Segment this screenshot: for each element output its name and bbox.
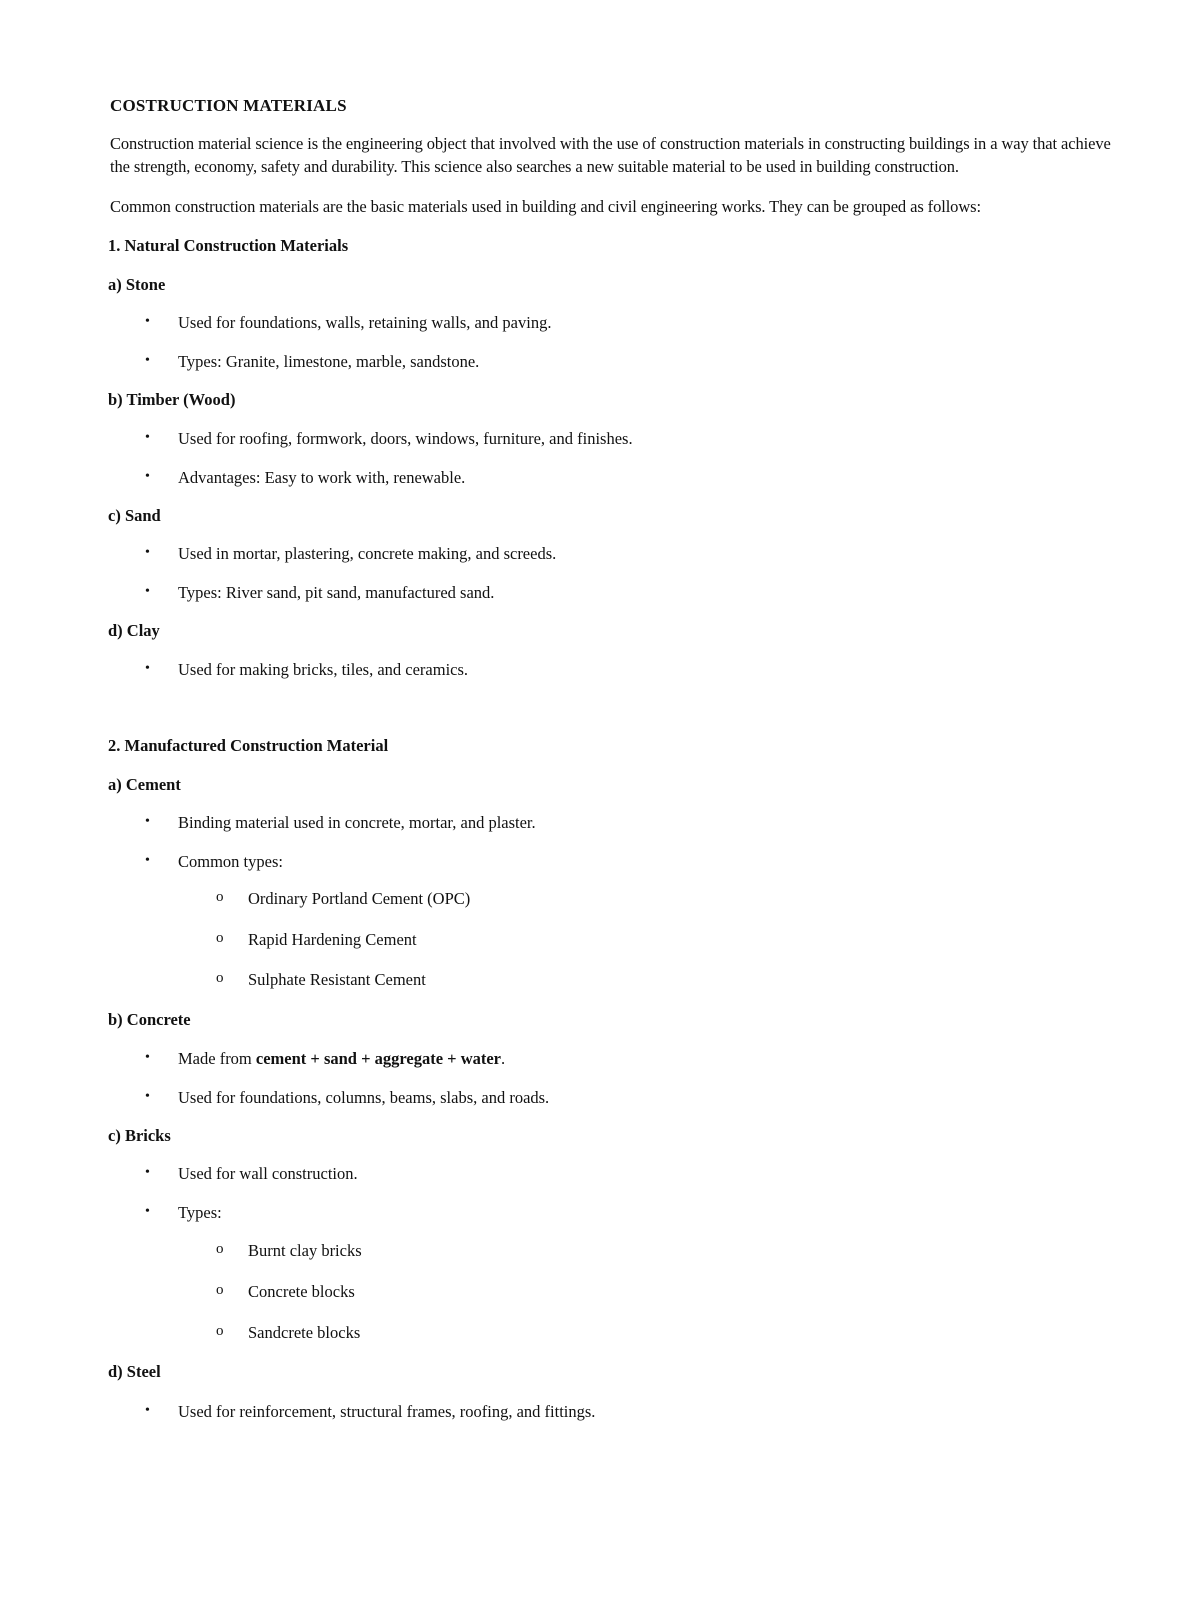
list-item: Used for foundations, walls, retaining walls, and paving. xyxy=(178,313,552,332)
bullet-icon: • xyxy=(145,314,150,329)
section-heading: 1. Natural Construction Materials xyxy=(108,236,349,255)
sub-bullet-icon: o xyxy=(216,1282,224,1298)
sub-bullet-icon: o xyxy=(216,1241,224,1257)
bullet-icon: • xyxy=(145,1050,150,1065)
sub-bullet-icon: o xyxy=(216,970,224,986)
list-item: Used for wall construction. xyxy=(178,1164,358,1183)
list-item: Used in mortar, plastering, concrete making, and screeds. xyxy=(178,544,557,563)
list-item-end: . xyxy=(501,1049,506,1068)
bullet-icon: • xyxy=(145,584,150,599)
subsection-heading: a) Stone xyxy=(108,275,166,294)
document-title: COSTRUCTION MATERIALS xyxy=(110,96,347,115)
intro-paragraph: Common construction materials are the basic materials used in building and civil engineering works. They can be grouped as follows: xyxy=(110,197,981,216)
bullet-icon: • xyxy=(145,545,150,560)
subsection-heading: a) Cement xyxy=(108,775,181,794)
list-item xyxy=(178,1049,505,1069)
bullet-icon: • xyxy=(145,1403,150,1418)
bullet-icon: • xyxy=(145,1089,150,1104)
bullet-icon: • xyxy=(145,1204,150,1219)
list-item: Types: Granite, limestone, marble, sandstone. xyxy=(178,352,480,371)
sub-bullet-icon: o xyxy=(216,889,224,905)
subsection-heading: d) Steel xyxy=(108,1362,161,1381)
list-item: Binding material used in concrete, mortar, and plaster. xyxy=(178,813,536,832)
list-item: Common types: xyxy=(178,852,283,871)
bullet-icon: • xyxy=(145,853,150,868)
sub-bullet-icon: o xyxy=(216,1323,224,1339)
list-item-text: Made from xyxy=(178,1049,256,1068)
subsection-heading: d) Clay xyxy=(108,621,160,640)
subsection-heading: b) Timber (Wood) xyxy=(108,390,236,409)
sub-bullet-icon: o xyxy=(216,930,224,946)
sub-list-item: Ordinary Portland Cement (OPC) xyxy=(248,889,471,908)
bullet-icon: • xyxy=(145,430,150,445)
bullet-icon: • xyxy=(145,353,150,368)
subsection-heading: c) Sand xyxy=(108,506,161,525)
subsection-heading: b) Concrete xyxy=(108,1010,191,1029)
sub-list-item: Burnt clay bricks xyxy=(248,1241,362,1260)
list-item: Used for making bricks, tiles, and ceramics. xyxy=(178,660,469,679)
sub-list-item: Sulphate Resistant Cement xyxy=(248,970,426,989)
list-item: Used for roofing, formwork, doors, windows, furniture, and finishes. xyxy=(178,429,633,448)
sub-list-item: Rapid Hardening Cement xyxy=(248,930,417,949)
bullet-icon: • xyxy=(145,469,150,484)
section-heading: 2. Manufactured Construction Material xyxy=(108,736,389,755)
bullet-icon: • xyxy=(145,814,150,829)
list-item: Types: River sand, pit sand, manufactured sand. xyxy=(178,583,495,602)
intro-paragraph: Construction material science is the engineering object that involved with the use of construction materials in constructing buildings in a way that achieve the strength, economy, safety and durability. This science also searches a new suitable material to be used in building construction. xyxy=(110,134,1111,176)
list-item: Types: xyxy=(178,1203,222,1222)
concrete-ingredients: cement + sand + aggregate + water xyxy=(255,1049,501,1068)
list-item: Used for foundations, columns, beams, slabs, and roads. xyxy=(178,1088,550,1107)
subsection-heading: c) Bricks xyxy=(108,1126,171,1145)
sub-list-item: Sandcrete blocks xyxy=(248,1323,361,1342)
list-item: Advantages: Easy to work with, renewable. xyxy=(178,468,466,487)
sub-list-item: Concrete blocks xyxy=(248,1282,355,1301)
bullet-icon: • xyxy=(145,1165,150,1180)
list-item: Used for reinforcement, structural frames, roofing, and fittings. xyxy=(178,1402,596,1421)
bullet-icon: • xyxy=(145,661,150,676)
